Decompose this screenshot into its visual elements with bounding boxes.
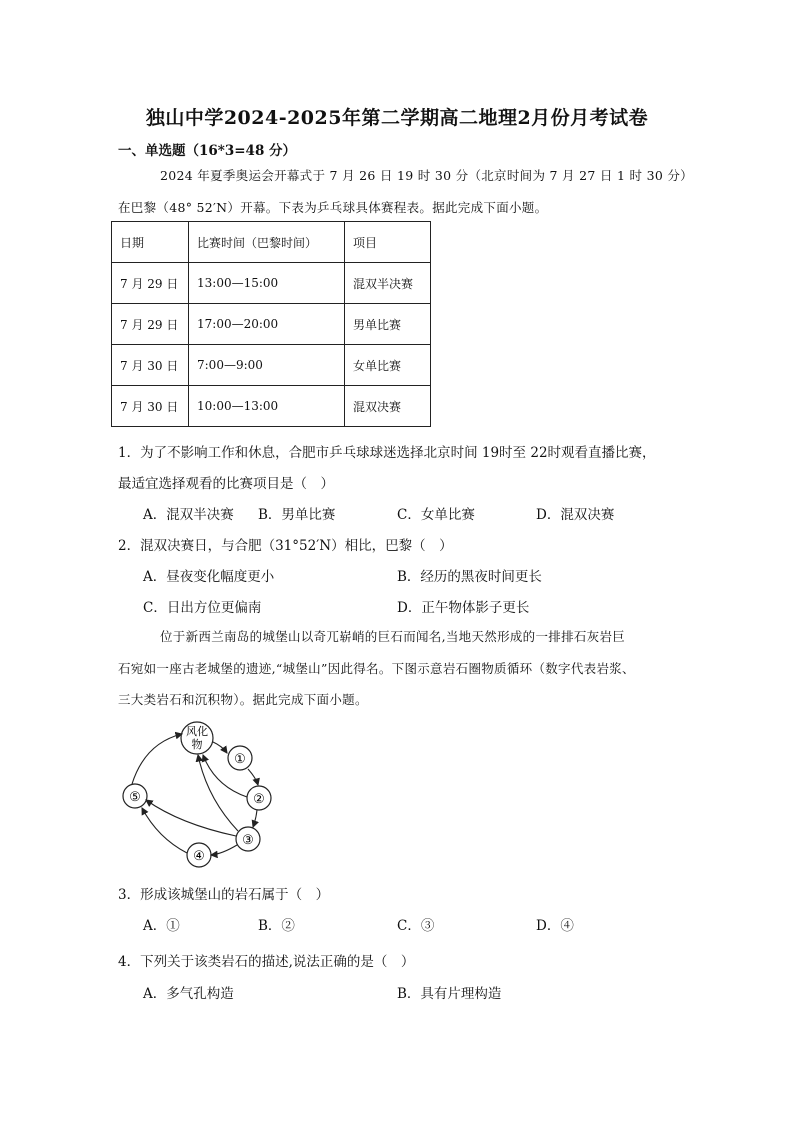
table-header-time: 比赛时间（巴黎时间） bbox=[189, 222, 345, 263]
table-cell: 男单比赛 bbox=[345, 304, 431, 345]
table-cell: 7 月 30 日 bbox=[112, 345, 189, 386]
table-row bbox=[112, 345, 431, 386]
q1-option-c: C．女单比赛 bbox=[397, 507, 475, 523]
table-cell: 混双半决赛 bbox=[345, 263, 431, 304]
intro2-line2: 石宛如一座古老城堡的遗迹,“城堡山”因此得名。下图示意岩石圈物质循环（数字代表岩浆、 bbox=[118, 661, 635, 676]
exam-title: 独山中学2024-2025年第二学期高二地理2月份月考试卷 bbox=[145, 107, 649, 129]
table-row bbox=[112, 263, 431, 304]
intro2-line1: 位于新西兰南岛的城堡山以奇兀崭峭的巨石而闻名,当地天然形成的一排排石灰岩巨 bbox=[160, 629, 626, 644]
q3-option-c: C．③ bbox=[397, 918, 435, 934]
intro1-line2: 在巴黎（48° 52′N）开幕。下表为乒乓球具体赛程表。据此完成下面小题。 bbox=[118, 200, 548, 215]
table-row bbox=[112, 386, 431, 427]
node-1 bbox=[228, 746, 252, 770]
table-cell: 10:00—13:00 bbox=[189, 386, 345, 427]
q2-option-a: A．昼夜变化幅度更小 bbox=[143, 569, 275, 585]
table-header-date: 日期 bbox=[112, 222, 189, 263]
svg-text:②: ② bbox=[253, 792, 265, 807]
q2-stem: 2．混双决赛日，与合肥（31°52′N）相比，巴黎（ ） bbox=[118, 538, 453, 554]
schedule-table bbox=[111, 221, 431, 427]
q1-option-b: B．男单比赛 bbox=[258, 507, 336, 523]
table-cell: 17:00—20:00 bbox=[189, 304, 345, 345]
node-4 bbox=[187, 843, 211, 867]
table-header-event: 项目 bbox=[345, 222, 431, 263]
node-5 bbox=[123, 784, 147, 808]
q1-option-a: A．混双半决赛 bbox=[143, 507, 234, 523]
weathering-label-bottom: 物 bbox=[191, 738, 203, 751]
q4-option-b: B．具有片理构造 bbox=[397, 986, 502, 1002]
intro2-line3: 三大类岩石和沉积物）。据此完成下面小题。 bbox=[118, 692, 368, 707]
svg-text:③: ③ bbox=[242, 833, 254, 848]
table-cell: 7:00—9:00 bbox=[189, 345, 345, 386]
q3-stem: 3．形成该城堡山的岩石属于（ ） bbox=[118, 887, 330, 903]
q1-stem-line2: 最适宜选择观看的比赛项目是（ ） bbox=[118, 476, 334, 492]
q2-option-c: C．日出方位更偏南 bbox=[143, 600, 262, 616]
svg-text:⑤: ⑤ bbox=[129, 790, 141, 805]
table-cell: 混双决赛 bbox=[345, 386, 431, 427]
node-3 bbox=[236, 827, 260, 851]
table-cell: 女单比赛 bbox=[345, 345, 431, 386]
table-cell: 7 月 30 日 bbox=[112, 386, 189, 427]
table-cell: 13:00—15:00 bbox=[189, 263, 345, 304]
q1-option-d: D．混双决赛 bbox=[536, 507, 615, 523]
q3-option-b: B．② bbox=[258, 918, 295, 934]
node-2 bbox=[247, 786, 271, 810]
q3-option-a: A．① bbox=[143, 918, 180, 934]
q1-stem-line1: 1．为了不影响工作和休息，合肥市乒乓球球迷选择北京时间 19时至 22时观看直播比赛， bbox=[118, 445, 656, 461]
q3-option-d: D．④ bbox=[536, 918, 574, 934]
svg-text:①: ① bbox=[234, 752, 246, 767]
q2-option-d: D．正午物体影子更长 bbox=[397, 600, 530, 616]
q4-stem: 4．下列关于该类岩石的描述,说法正确的是（ ） bbox=[118, 954, 415, 970]
table-cell: 7 月 29 日 bbox=[112, 304, 189, 345]
svg-text:④: ④ bbox=[193, 849, 205, 864]
node-weathering bbox=[181, 722, 213, 754]
section-heading: 一、单选题（16*3=48 分） bbox=[118, 143, 297, 159]
table-cell: 7 月 29 日 bbox=[112, 263, 189, 304]
intro1-line1: 2024 年夏季奥运会开幕式于 7 月 26 日 19 时 30 分（北京时间为 7 月 27 日 1 时 30 分） bbox=[160, 168, 693, 183]
rock-cycle-diagram bbox=[110, 718, 290, 878]
weathering-label-top: 风化 bbox=[186, 725, 208, 738]
q4-option-a: A．多气孔构造 bbox=[143, 986, 234, 1002]
table-header-row bbox=[112, 222, 431, 263]
q2-option-b: B．经历的黑夜时间更长 bbox=[397, 569, 542, 585]
table-row bbox=[112, 304, 431, 345]
